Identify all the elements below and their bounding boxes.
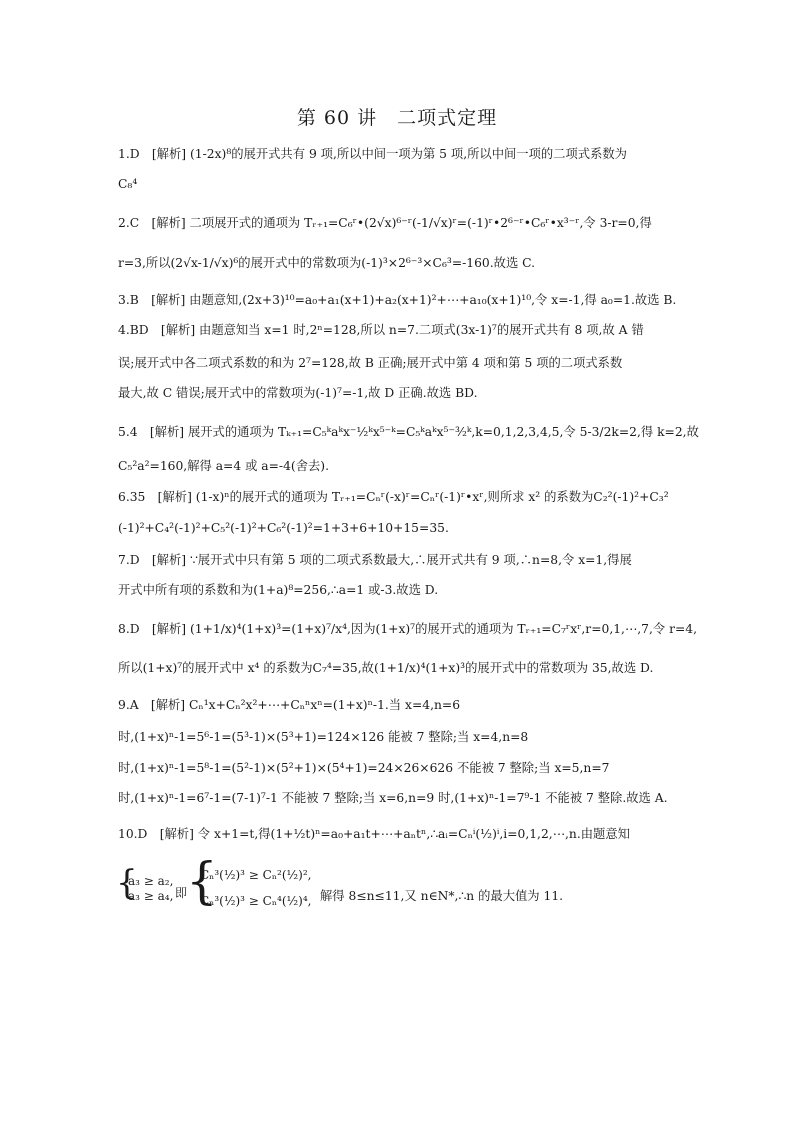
answer-7-line-2: 开式中所有项的系数和为(1+a)⁸=256,∴a=1 或-3.故选 D. (118, 583, 439, 597)
answer-7-line-1: 7.D [解析] ∵展开式中只有第 5 项的二项式系数最大,∴展开式共有 9 项,∴n=8,令 x=1,得展 (118, 553, 632, 567)
answer-10-tail: 解得 8≤n≤11,又 n∈N*,∴n 的最大值为 11. (320, 889, 564, 903)
system-a (128, 874, 173, 904)
system-b-row-1: Cₙ³(½)³ ≥ Cₙ²(½)², (200, 868, 312, 882)
answer-6-line-2: (-1)²+C₄²(-1)²+C₅²(-1)²+C₆²(-1)²=1+3+6+10+15=35. (118, 521, 449, 535)
answer-10-line-1: 10.D [解析] 令 x+1=t,得(1+½t)ⁿ=a₀+a₁t+⋯+aₙtⁿ,∴aᵢ=Cₙⁱ(½)ⁱ,i=0,1,2,⋯,n.由题意知 (118, 827, 630, 841)
left-brace: { (116, 863, 138, 903)
answer-2-line-2: r=3,所以(2√x-1/√x)⁶的展开式中的常数项为(-1)³×2⁶⁻³×C₆³=-160.故选 C. (118, 256, 536, 270)
system-b-row-2: Cₙ³(½)³ ≥ Cₙ⁴(½)⁴, (200, 894, 312, 908)
left-brace-2: { (186, 852, 218, 910)
ji-text: 即 (175, 886, 188, 900)
answer-5-line-2: C₅²a²=160,解得 a=4 或 a=-4(舍去). (118, 459, 329, 473)
answer-5-line-1: 5.4 [解析] 展开式的通项为 Tₖ₊₁=C₅ᵏaᵏx⁻½ᵏx⁵⁻ᵏ=C₅ᵏaᵏx⁵⁻³⁄₂ᵏ,k=0,1,2,3,4,5,令 5-3/2k=2,得 k=2,故 (118, 425, 699, 439)
answer-6-line-1: 6.35 [解析] (1-x)ⁿ的展开式的通项为 Tᵣ₊₁=Cₙʳ(-x)ʳ=Cₙʳ(-1)ʳ•xʳ,则所求 x² 的系数为C₂²(-1)²+C₃² (118, 490, 669, 504)
answer-1-line-1: 1.D [解析] (1-2x)⁸的展开式共有 9 项,所以中间一项为第 5 项,所以中间一项的二项式系数为 (118, 147, 627, 161)
answer-4-line-3: 最大,故 C 错误;展开式中的常数项为(-1)⁷=-1,故 D 正确.故选 BD. (118, 386, 478, 400)
answer-3-line-1: 3.B [解析] 由题意知,(2x+3)¹⁰=a₀+a₁(x+1)+a₂(x+1)²+⋯+a₁₀(x+1)¹⁰,令 x=-1,得 a₀=1.故选 B. (118, 293, 677, 307)
answer-8-line-1: 8.D [解析] (1+1/x)⁴(1+x)³=(1+x)⁷/x⁴,因为(1+x)⁷的展开式的通项为 Tᵣ₊₁=C₇ʳxʳ,r=0,1,⋯,7,令 r=4, (118, 622, 698, 636)
answer-9-line-1: 9.A [解析] Cₙ¹x+Cₙ²x²+⋯+Cₙⁿxⁿ=(1+x)ⁿ-1.当 x=4,n=6 (118, 698, 461, 712)
answer-2-line-1: 2.C [解析] 二项展开式的通项为 Tᵣ₊₁=C₆ʳ•(2√x)⁶⁻ʳ(-1/√x)ʳ=(-1)ʳ•2⁶⁻ʳ•C₆ʳ•x³⁻ʳ,令 3-r=0,得 (118, 216, 652, 230)
answer-8-line-2: 所以(1+x)⁷的展开式中 x⁴ 的系数为C₇⁴=35,故(1+1/x)⁴(1+x)³的展开式中的常数项为 35,故选 D. (118, 661, 654, 675)
system-a-row-1: a₃ ≥ a₂, (128, 874, 174, 888)
answer-9-line-4: 时,(1+x)ⁿ-1=6⁷-1=(7-1)⁷-1 不能被 7 整除;当 x=6,n=9 时,(1+x)ⁿ-1=7⁹-1 不能被 7 整除.故选 A. (118, 791, 668, 805)
answer-9-line-3: 时,(1+x)ⁿ-1=5⁸-1=(5²-1)×(5²+1)×(5⁴+1)=24×26×626 不能被 7 整除;当 x=5,n=7 (118, 761, 610, 775)
answer-1-line-2: C₈⁴ (118, 177, 138, 191)
page-title: 第 60 讲 二项式定理 (296, 107, 498, 129)
answer-4-line-2: 误;展开式中各二项式系数的和为 2⁷=128,故 B 正确;展开式中第 4 项和第 5 项的二项式系数 (118, 356, 623, 370)
system-b (200, 862, 311, 914)
system-a-row-2: a₃ ≥ a₄, (128, 889, 174, 903)
answer-9-line-2: 时,(1+x)ⁿ-1=5⁶-1=(5³-1)×(5³+1)=124×126 能被 7 整除;当 x=4,n=8 (118, 730, 529, 744)
answer-4-line-1: 4.BD [解析] 由题意知当 x=1 时,2ⁿ=128,所以 n=7.二项式(3x-1)⁷的展开式共有 8 项,故 A 错 (118, 323, 644, 337)
